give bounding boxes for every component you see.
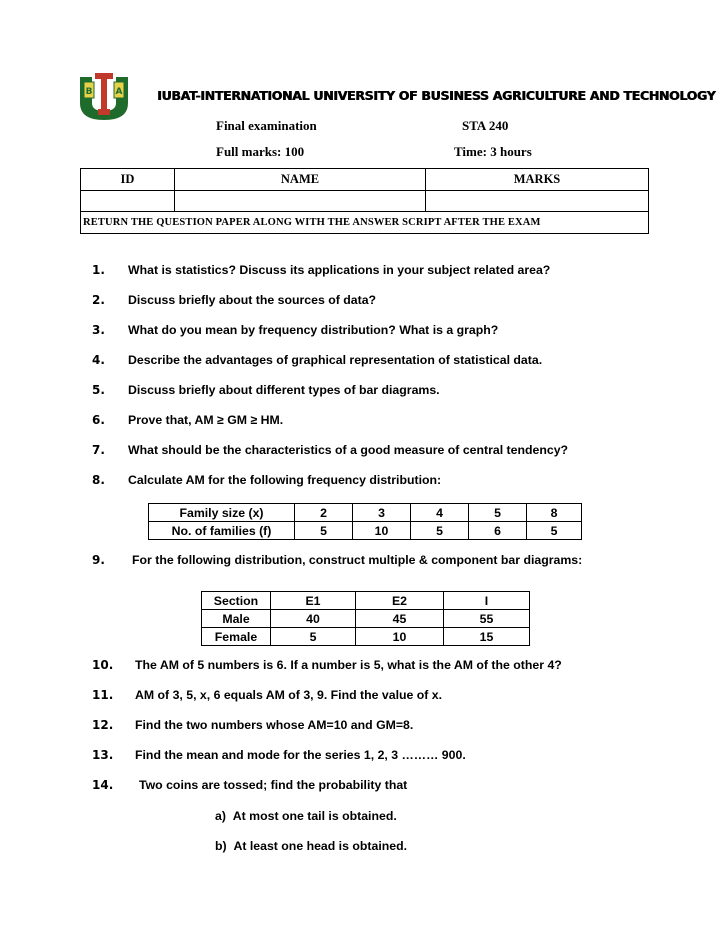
id-cell[interactable] [81, 191, 175, 212]
table-cell: 55 [444, 610, 530, 628]
question-9: 9. For the following distribution, construct multiple & component bar diagrams: [92, 553, 583, 567]
marks-cell[interactable] [426, 191, 649, 212]
logo-letter-a: A [115, 87, 123, 97]
table-cell: Female [202, 628, 271, 646]
question-3: 3. What do you mean by frequency distribution? What is a graph? [92, 323, 499, 337]
table-row [149, 522, 582, 540]
table-row [202, 592, 530, 610]
table-cell: 45 [356, 610, 444, 628]
table-cell: E2 [356, 592, 444, 610]
question-13: 13. Find the mean and mode for the series 1, 2, 3 ……… 900. [92, 748, 466, 762]
table-cell: Male [202, 610, 271, 628]
col-id-header: ID [81, 169, 175, 191]
col-name-header: NAME [175, 169, 426, 191]
return-notice: RETURN THE QUESTION PAPER ALONG WITH THE ANSWER SCRIPT AFTER THE EXAM [81, 212, 649, 234]
question-11: 11. AM of 3, 5, x, 6 equals AM of 3, 9. Find the value of x. [92, 688, 443, 702]
question-14: 14. Two coins are tossed; find the probability that [92, 778, 408, 792]
table-cell: 4 [411, 504, 469, 522]
table-row [202, 628, 530, 646]
name-cell[interactable] [175, 191, 426, 212]
table-cell: 6 [469, 522, 527, 540]
exam-title: Final examination [216, 118, 317, 133]
table-cell: 8 [527, 504, 582, 522]
table-cell: Family size (x) [149, 504, 295, 522]
table-cell: 10 [356, 628, 444, 646]
table-cell: No. of families (f) [149, 522, 295, 540]
sub-question-a: a) At most one tail is obtained. [215, 809, 397, 823]
section-table [201, 591, 530, 646]
table-cell: 3 [353, 504, 411, 522]
sub-question-b: b) At least one head is obtained. [215, 839, 408, 853]
course-code: STA 240 [462, 118, 509, 133]
logo-letter-b: B [85, 87, 93, 97]
table-cell: 40 [271, 610, 356, 628]
exam-time: Time: 3 hours [454, 144, 532, 159]
student-info-table [80, 168, 649, 234]
question-5: 5. Discuss briefly about different types of bar diagrams. [92, 383, 440, 397]
question-7: 7. What should be the characteristics of a good measure of central tendency? [92, 443, 569, 457]
table-cell: Section [202, 592, 271, 610]
question-12: 12. Find the two numbers whose AM=10 and GM=8. [92, 718, 414, 732]
question-10: 10. The AM of 5 numbers is 6. If a number is 5, what is the AM of the other 4? [92, 658, 562, 672]
question-4: 4. Describe the advantages of graphical representation of statistical data. [92, 353, 543, 367]
table-cell: E1 [271, 592, 356, 610]
table-cell: 5 [295, 522, 353, 540]
table-cell: 15 [444, 628, 530, 646]
col-marks-header: MARKS [426, 169, 649, 191]
question-2: 2. Discuss briefly about the sources of data? [92, 293, 377, 307]
table-cell: 5 [527, 522, 582, 540]
frequency-table [148, 503, 582, 540]
question-1: 1. What is statistics? Discuss its applications in your subject related area? [92, 263, 551, 277]
table-row [149, 504, 582, 522]
university-title: IUBAT-INTERNATIONAL UNIVERSITY OF BUSINESS AGRICULTURE AND TECHNOLOGY [157, 88, 716, 103]
full-marks: Full marks: 100 [216, 144, 305, 159]
table-cell: 5 [271, 628, 356, 646]
table-cell: 10 [353, 522, 411, 540]
question-8: 8. Calculate AM for the following frequency distribution: [92, 473, 442, 487]
table-cell: 5 [411, 522, 469, 540]
table-cell: I [444, 592, 530, 610]
question-6: 6. Prove that, AM ≥ GM ≥ HM. [92, 413, 284, 427]
table-cell: 2 [295, 504, 353, 522]
university-logo [78, 73, 130, 121]
table-cell: 5 [469, 504, 527, 522]
table-row [202, 610, 530, 628]
